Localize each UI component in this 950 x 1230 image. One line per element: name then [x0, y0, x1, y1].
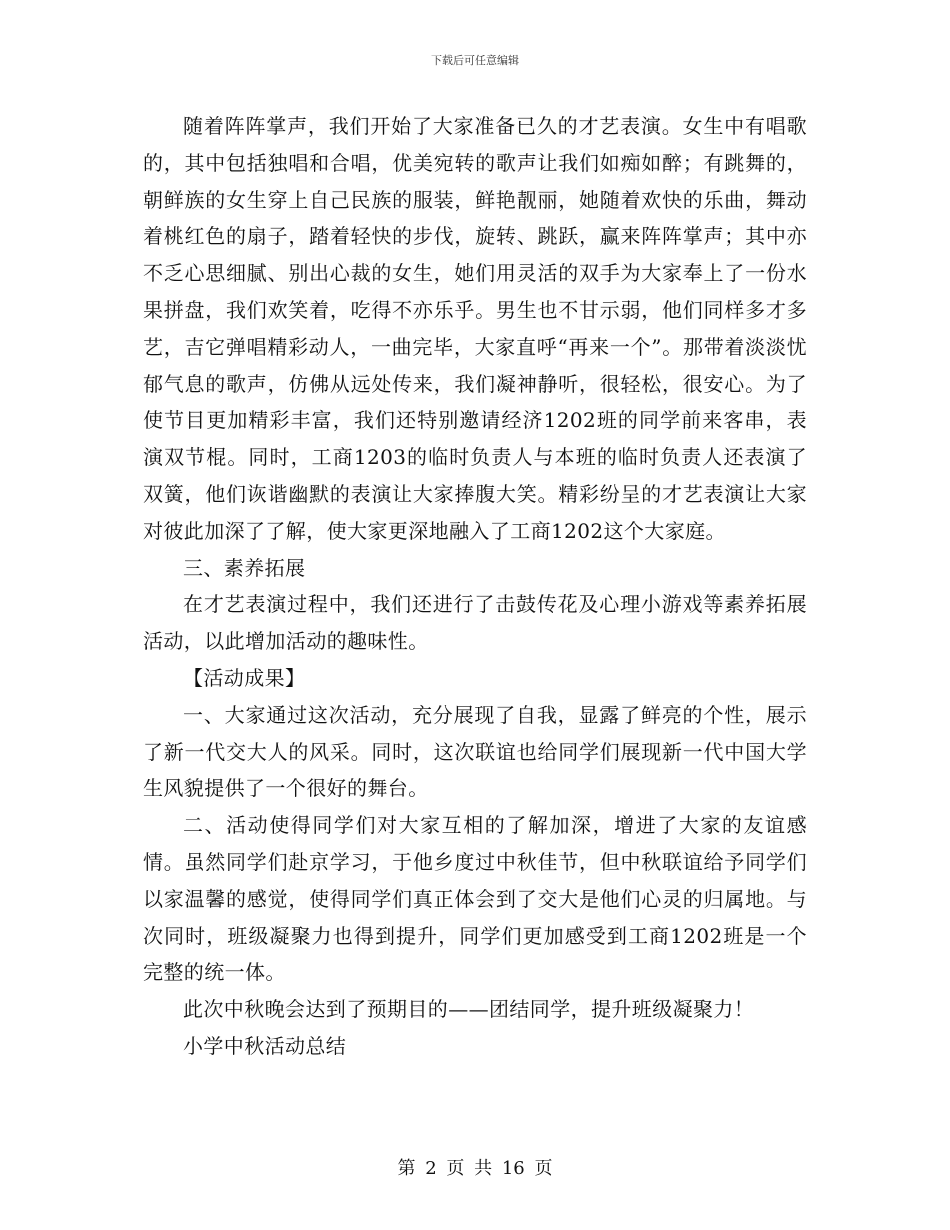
- paragraph-result-one: 一、大家通过这次活动，充分展现了自我，显露了鲜亮的个性，展示了新一代交大人的风采。同时，这次联谊也给同学们展现新一代中国大学生风貌提供了一个很好的舞台。: [143, 702, 807, 801]
- document-body: [143, 108, 807, 1065]
- page-number: 第 2 页 共 16 页: [397, 1158, 553, 1179]
- paragraph-conclusion: 此次中秋晚会达到了预期目的——团结同学，提升班级凝聚力！: [183, 997, 755, 1022]
- paragraph-talent-show: 随着阵阵掌声，我们开始了大家准备已久的才艺表演。女生中有唱歌的，其中包括独唱和合唱，优美宛转的歌声让我们如痴如醉；有跳舞的，朝鲜族的女生穿上自己民族的服装，鲜艳靓丽，她随着欢快的乐曲，舞动着桃红色的扇子，踏着轻快的步伐，旋转、跳跃，赢来阵阵掌声；其中亦不乏心思细腻、别出心裁的女生，她们用灵活的双手为大家奉上了一份水果拼盘，我们欢笑着，吃得不亦乐乎。男生也不甘示弱，他们同样多才多艺，吉它弹唱精彩动人，一曲完毕，大家直呼“再来一个”。那带着淡淡忧郁气息的歌声，仿佛从远处传来，我们凝神静听，很轻松，很安心。为了使节目更加精彩丰富，我们还特别邀请经济1202班的同学前来客串，表演双节棍。同时，工商1203的临时负责人与本班的临时负责人还表演了双簧，他们诙谐幽默的表演让大家捧腹大笑。精彩纷呈的才艺表演让大家对彼此加深了了解，使大家更深地融入了工商1202这个大家庭。: [143, 114, 807, 543]
- next-title: 小学中秋活动总结: [183, 1033, 347, 1058]
- paragraph-literacy: 在才艺表演过程中，我们还进行了击鼓传花及心理小游戏等素养拓展活动，以此增加活动的趣味性。: [143, 592, 807, 654]
- page-header-note: 下载后可任意编辑: [431, 54, 519, 67]
- paragraph-result-two: 二、活动使得同学们对大家互相的了解加深，增进了大家的友谊感情。虽然同学们赴京学习，于他乡度过中秋佳节，但中秋联谊给予同学们以家温馨的感觉，使得同学们真正体会到了交大是他们心灵的归属地。与次同时，班级凝聚力也得到提升，同学们更加感受到工商1202班是一个完整的统一体。: [143, 813, 807, 985]
- section-heading-literacy: 三、素养拓展: [183, 555, 306, 580]
- section-heading-results: 【活动成果】: [183, 665, 306, 690]
